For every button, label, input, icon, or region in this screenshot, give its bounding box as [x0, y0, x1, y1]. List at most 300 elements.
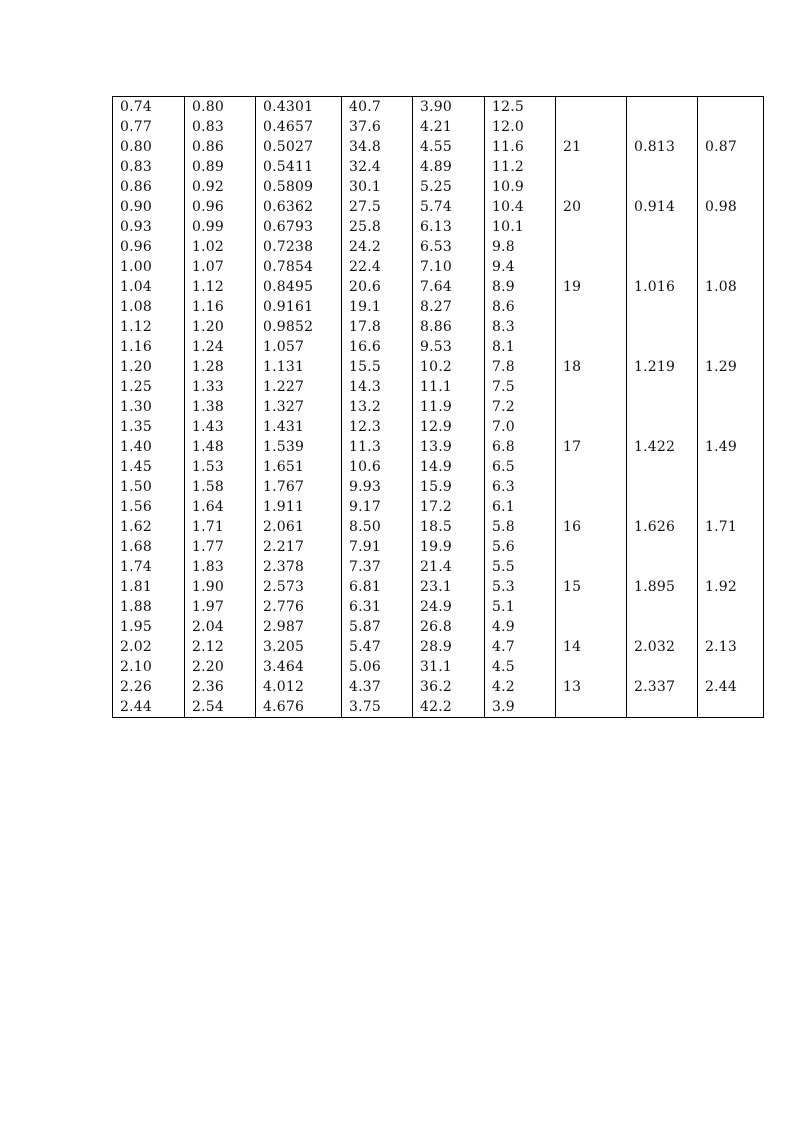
- table-cell-c3: 1.131: [256, 357, 342, 377]
- table-cell-c7: [556, 497, 627, 517]
- table-cell-c3: 2.987: [256, 617, 342, 637]
- table-cell-c3: 0.5027: [256, 137, 342, 157]
- table-cell-c5: 8.27: [413, 297, 485, 317]
- table-cell-c9: 2.44: [698, 677, 764, 697]
- table-cell-c5: 21.4: [413, 557, 485, 577]
- table-cell-c6: 5.3: [485, 577, 556, 597]
- table-cell-c9: 1.71: [698, 517, 764, 537]
- table-cell-c8: 1.422: [627, 437, 698, 457]
- data-table: [112, 96, 764, 718]
- table-cell-c8: [627, 657, 698, 677]
- table-cell-c9: [698, 217, 764, 237]
- table-cell-c8: 2.032: [627, 637, 698, 657]
- table-cell-c1: 0.90: [113, 197, 185, 217]
- table-cell-c3: 1.057: [256, 337, 342, 357]
- table-cell-c5: 7.64: [413, 277, 485, 297]
- table-cell-c9: 0.87: [698, 137, 764, 157]
- table-cell-c2: 1.71: [185, 517, 256, 537]
- table-row: [113, 657, 764, 677]
- table-cell-c7: [556, 177, 627, 197]
- table-cell-c1: 1.95: [113, 617, 185, 637]
- table-cell-c1: 0.86: [113, 177, 185, 197]
- table-cell-c6: 7.2: [485, 397, 556, 417]
- table-cell-c5: 11.9: [413, 397, 485, 417]
- table-cell-c4: 9.17: [342, 497, 413, 517]
- table-cell-c8: [627, 557, 698, 577]
- table-cell-c4: 32.4: [342, 157, 413, 177]
- table-cell-c9: [698, 377, 764, 397]
- table-cell-c3: 0.6793: [256, 217, 342, 237]
- table-cell-c9: [698, 97, 764, 118]
- table-cell-c4: 40.7: [342, 97, 413, 118]
- table-cell-c2: 0.80: [185, 97, 256, 118]
- table-cell-c3: 1.767: [256, 477, 342, 497]
- table-cell-c7: [556, 697, 627, 718]
- table-cell-c9: [698, 297, 764, 317]
- table-cell-c6: 10.9: [485, 177, 556, 197]
- table-cell-c3: 1.327: [256, 397, 342, 417]
- table-cell-c4: 6.31: [342, 597, 413, 617]
- table-cell-c5: 12.9: [413, 417, 485, 437]
- table-cell-c4: 5.47: [342, 637, 413, 657]
- table-cell-c8: [627, 117, 698, 137]
- table-cell-c7: 16: [556, 517, 627, 537]
- table-cell-c4: 34.8: [342, 137, 413, 157]
- table-cell-c8: 0.914: [627, 197, 698, 217]
- table-row: [113, 597, 764, 617]
- table-cell-c3: 0.6362: [256, 197, 342, 217]
- table-cell-c2: 2.20: [185, 657, 256, 677]
- table-cell-c7: 14: [556, 637, 627, 657]
- table-row: [113, 697, 764, 718]
- table-cell-c2: 2.54: [185, 697, 256, 718]
- table-cell-c7: [556, 157, 627, 177]
- table-cell-c8: 1.016: [627, 277, 698, 297]
- table-cell-c8: [627, 457, 698, 477]
- table-cell-c6: 12.0: [485, 117, 556, 137]
- table-cell-c3: 0.7854: [256, 257, 342, 277]
- table-cell-c4: 25.8: [342, 217, 413, 237]
- table-cell-c6: 4.7: [485, 637, 556, 657]
- table-cell-c9: [698, 597, 764, 617]
- table-row: [113, 237, 764, 257]
- table-cell-c7: [556, 317, 627, 337]
- table-cell-c1: 1.35: [113, 417, 185, 437]
- table-cell-c1: 1.68: [113, 537, 185, 557]
- table-cell-c2: 2.36: [185, 677, 256, 697]
- table-cell-c1: 1.50: [113, 477, 185, 497]
- table-cell-c1: 1.08: [113, 297, 185, 317]
- table-cell-c1: 1.74: [113, 557, 185, 577]
- table-cell-c3: 3.205: [256, 637, 342, 657]
- table-cell-c5: 26.8: [413, 617, 485, 637]
- table-row: [113, 317, 764, 337]
- table-cell-c5: 18.5: [413, 517, 485, 537]
- table-cell-c4: 8.50: [342, 517, 413, 537]
- table-cell-c2: 1.16: [185, 297, 256, 317]
- table-row: [113, 137, 764, 157]
- table-cell-c6: 8.6: [485, 297, 556, 317]
- table-cell-c1: 2.10: [113, 657, 185, 677]
- table-cell-c9: [698, 537, 764, 557]
- table-cell-c4: 11.3: [342, 437, 413, 457]
- table-cell-c5: 15.9: [413, 477, 485, 497]
- table-cell-c5: 9.53: [413, 337, 485, 357]
- table-cell-c6: 4.9: [485, 617, 556, 637]
- table-row: [113, 357, 764, 377]
- table-cell-c9: [698, 617, 764, 637]
- table-cell-c2: 1.33: [185, 377, 256, 397]
- table-cell-c3: 0.9161: [256, 297, 342, 317]
- table-cell-c2: 1.97: [185, 597, 256, 617]
- table-cell-c6: 10.4: [485, 197, 556, 217]
- table-row: [113, 117, 764, 137]
- table-cell-c4: 30.1: [342, 177, 413, 197]
- table-cell-c2: 0.86: [185, 137, 256, 157]
- table-row: [113, 277, 764, 297]
- table-cell-c3: 0.9852: [256, 317, 342, 337]
- table-cell-c6: 8.1: [485, 337, 556, 357]
- table-cell-c9: 1.29: [698, 357, 764, 377]
- table-row: [113, 217, 764, 237]
- table-cell-c9: [698, 697, 764, 718]
- table-cell-c4: 20.6: [342, 277, 413, 297]
- table-cell-c8: 2.337: [627, 677, 698, 697]
- table-cell-c4: 5.06: [342, 657, 413, 677]
- table-cell-c6: 7.8: [485, 357, 556, 377]
- table-cell-c8: 1.626: [627, 517, 698, 537]
- table-cell-c4: 3.75: [342, 697, 413, 718]
- table-row: [113, 577, 764, 597]
- table-cell-c8: [627, 157, 698, 177]
- table-row: [113, 537, 764, 557]
- table-cell-c1: 1.12: [113, 317, 185, 337]
- table-cell-c6: 5.5: [485, 557, 556, 577]
- table-cell-c3: 2.061: [256, 517, 342, 537]
- table-cell-c6: 6.8: [485, 437, 556, 457]
- table-cell-c9: 1.49: [698, 437, 764, 457]
- table-cell-c4: 15.5: [342, 357, 413, 377]
- table-cell-c9: [698, 337, 764, 357]
- table-cell-c7: [556, 477, 627, 497]
- table-cell-c9: [698, 657, 764, 677]
- table-cell-c2: 1.24: [185, 337, 256, 357]
- table-cell-c3: 0.4301: [256, 97, 342, 118]
- table-body: [113, 97, 764, 718]
- table-cell-c2: 0.83: [185, 117, 256, 137]
- table-row: [113, 557, 764, 577]
- table-cell-c3: 4.012: [256, 677, 342, 697]
- table-cell-c4: 6.81: [342, 577, 413, 597]
- table-cell-c7: 21: [556, 137, 627, 157]
- table-cell-c2: 2.12: [185, 637, 256, 657]
- table-cell-c8: 1.895: [627, 577, 698, 597]
- table-cell-c4: 27.5: [342, 197, 413, 217]
- table-cell-c4: 4.37: [342, 677, 413, 697]
- table-cell-c3: 0.8495: [256, 277, 342, 297]
- table-cell-c5: 11.1: [413, 377, 485, 397]
- table-cell-c9: [698, 237, 764, 257]
- table-cell-c7: 20: [556, 197, 627, 217]
- table-cell-c3: 2.378: [256, 557, 342, 577]
- table-cell-c2: 1.28: [185, 357, 256, 377]
- table-cell-c8: [627, 317, 698, 337]
- table-cell-c2: 1.48: [185, 437, 256, 457]
- table-cell-c6: 8.9: [485, 277, 556, 297]
- table-cell-c5: 42.2: [413, 697, 485, 718]
- table-cell-c7: [556, 237, 627, 257]
- table-cell-c8: [627, 337, 698, 357]
- table-cell-c1: 1.30: [113, 397, 185, 417]
- table-row: [113, 417, 764, 437]
- table-cell-c7: [556, 397, 627, 417]
- table-cell-c5: 24.9: [413, 597, 485, 617]
- table-cell-c3: 0.5411: [256, 157, 342, 177]
- table-cell-c6: 7.5: [485, 377, 556, 397]
- table-cell-c2: 1.43: [185, 417, 256, 437]
- table-cell-c6: 6.5: [485, 457, 556, 477]
- table-cell-c6: 4.2: [485, 677, 556, 697]
- table-cell-c3: 2.573: [256, 577, 342, 597]
- table-row: [113, 397, 764, 417]
- table-cell-c4: 24.2: [342, 237, 413, 257]
- table-cell-c6: 11.6: [485, 137, 556, 157]
- table-cell-c7: [556, 117, 627, 137]
- table-cell-c6: 3.9: [485, 697, 556, 718]
- table-cell-c6: 10.1: [485, 217, 556, 237]
- table-cell-c9: [698, 557, 764, 577]
- table-cell-c7: [556, 537, 627, 557]
- table-cell-c4: 7.91: [342, 537, 413, 557]
- table-cell-c9: 0.98: [698, 197, 764, 217]
- table-cell-c4: 22.4: [342, 257, 413, 277]
- table-cell-c5: 23.1: [413, 577, 485, 597]
- table-cell-c1: 0.74: [113, 97, 185, 118]
- table-cell-c9: [698, 177, 764, 197]
- table-cell-c1: 2.02: [113, 637, 185, 657]
- table-cell-c2: 1.12: [185, 277, 256, 297]
- table-cell-c8: 0.813: [627, 137, 698, 157]
- table-cell-c3: 4.676: [256, 697, 342, 718]
- table-cell-c3: 0.4657: [256, 117, 342, 137]
- table-cell-c5: 4.89: [413, 157, 485, 177]
- table-cell-c8: [627, 257, 698, 277]
- table-cell-c7: [556, 417, 627, 437]
- table-cell-c3: 2.776: [256, 597, 342, 617]
- table-cell-c2: 1.02: [185, 237, 256, 257]
- table-cell-c4: 13.2: [342, 397, 413, 417]
- table-cell-c1: 1.56: [113, 497, 185, 517]
- table-cell-c5: 6.53: [413, 237, 485, 257]
- table-cell-c5: 19.9: [413, 537, 485, 557]
- table-row: [113, 497, 764, 517]
- table-cell-c1: 0.77: [113, 117, 185, 137]
- table-cell-c1: 0.83: [113, 157, 185, 177]
- table-cell-c6: 6.1: [485, 497, 556, 517]
- table-cell-c6: 9.8: [485, 237, 556, 257]
- table-cell-c4: 12.3: [342, 417, 413, 437]
- table-cell-c3: 2.217: [256, 537, 342, 557]
- table-cell-c9: [698, 477, 764, 497]
- table-cell-c8: [627, 477, 698, 497]
- table-cell-c1: 1.45: [113, 457, 185, 477]
- table-cell-c1: 0.93: [113, 217, 185, 237]
- table-cell-c6: 5.6: [485, 537, 556, 557]
- table-cell-c8: [627, 397, 698, 417]
- table-cell-c5: 17.2: [413, 497, 485, 517]
- table-row: [113, 97, 764, 118]
- table-cell-c1: 0.96: [113, 237, 185, 257]
- table-row: [113, 377, 764, 397]
- table-cell-c3: 0.5809: [256, 177, 342, 197]
- table-cell-c5: 4.55: [413, 137, 485, 157]
- table-cell-c7: [556, 217, 627, 237]
- table-row: [113, 257, 764, 277]
- table-cell-c9: 2.13: [698, 637, 764, 657]
- table-cell-c7: 13: [556, 677, 627, 697]
- table-cell-c5: 5.25: [413, 177, 485, 197]
- table-cell-c8: [627, 97, 698, 118]
- table-cell-c4: 16.6: [342, 337, 413, 357]
- table-cell-c7: [556, 257, 627, 277]
- table-cell-c6: 12.5: [485, 97, 556, 118]
- table-cell-c9: [698, 497, 764, 517]
- table-cell-c6: 5.8: [485, 517, 556, 537]
- table-cell-c1: 2.44: [113, 697, 185, 718]
- table-cell-c1: 1.00: [113, 257, 185, 277]
- table-cell-c3: 1.539: [256, 437, 342, 457]
- table-cell-c2: 1.58: [185, 477, 256, 497]
- table-cell-c1: 1.40: [113, 437, 185, 457]
- table-cell-c6: 11.2: [485, 157, 556, 177]
- table-cell-c5: 36.2: [413, 677, 485, 697]
- table-cell-c1: 0.80: [113, 137, 185, 157]
- table-cell-c9: [698, 117, 764, 137]
- table-cell-c8: [627, 377, 698, 397]
- table-row: [113, 457, 764, 477]
- table-cell-c8: [627, 497, 698, 517]
- table-cell-c8: [627, 237, 698, 257]
- table-cell-c7: [556, 557, 627, 577]
- table-row: [113, 197, 764, 217]
- table-cell-c7: [556, 97, 627, 118]
- table-cell-c9: [698, 317, 764, 337]
- table-cell-c6: 7.0: [485, 417, 556, 437]
- table-cell-c8: [627, 597, 698, 617]
- table-row: [113, 337, 764, 357]
- table-cell-c3: 1.651: [256, 457, 342, 477]
- table-cell-c8: [627, 537, 698, 557]
- table-cell-c9: [698, 397, 764, 417]
- table-cell-c2: 1.07: [185, 257, 256, 277]
- table-cell-c1: 1.16: [113, 337, 185, 357]
- table-cell-c4: 37.6: [342, 117, 413, 137]
- table-cell-c1: 1.88: [113, 597, 185, 617]
- table-cell-c5: 5.74: [413, 197, 485, 217]
- table-cell-c7: [556, 597, 627, 617]
- table-cell-c7: [556, 657, 627, 677]
- table-cell-c1: 1.25: [113, 377, 185, 397]
- table-cell-c7: [556, 617, 627, 637]
- table-cell-c6: 8.3: [485, 317, 556, 337]
- table-cell-c7: 18: [556, 357, 627, 377]
- table-cell-c4: 10.6: [342, 457, 413, 477]
- table-cell-c9: [698, 457, 764, 477]
- table-cell-c4: 9.93: [342, 477, 413, 497]
- table-row: [113, 517, 764, 537]
- table-cell-c8: 1.219: [627, 357, 698, 377]
- table-cell-c1: 1.20: [113, 357, 185, 377]
- table-cell-c5: 14.9: [413, 457, 485, 477]
- table-row: [113, 477, 764, 497]
- table-cell-c5: 7.10: [413, 257, 485, 277]
- table-cell-c2: 0.99: [185, 217, 256, 237]
- table-cell-c2: 1.20: [185, 317, 256, 337]
- table-cell-c9: [698, 417, 764, 437]
- table-cell-c7: 15: [556, 577, 627, 597]
- table-cell-c9: [698, 157, 764, 177]
- table-cell-c3: 0.7238: [256, 237, 342, 257]
- table-cell-c5: 28.9: [413, 637, 485, 657]
- table-cell-c2: 0.96: [185, 197, 256, 217]
- table-cell-c2: 1.53: [185, 457, 256, 477]
- table-cell-c1: 2.26: [113, 677, 185, 697]
- table-cell-c3: 3.464: [256, 657, 342, 677]
- table-cell-c4: 7.37: [342, 557, 413, 577]
- table-cell-c2: 2.04: [185, 617, 256, 637]
- table-cell-c6: 5.1: [485, 597, 556, 617]
- table-cell-c7: 19: [556, 277, 627, 297]
- table-cell-c7: [556, 377, 627, 397]
- table-cell-c5: 4.21: [413, 117, 485, 137]
- table-cell-c4: 14.3: [342, 377, 413, 397]
- table-cell-c4: 5.87: [342, 617, 413, 637]
- table-row: [113, 637, 764, 657]
- table-cell-c3: 1.431: [256, 417, 342, 437]
- table-cell-c1: 1.04: [113, 277, 185, 297]
- table-cell-c4: 17.8: [342, 317, 413, 337]
- table-cell-c2: 1.38: [185, 397, 256, 417]
- table-cell-c4: 19.1: [342, 297, 413, 317]
- table-cell-c7: [556, 337, 627, 357]
- table-cell-c1: 1.81: [113, 577, 185, 597]
- table-cell-c8: [627, 697, 698, 718]
- table-row: [113, 177, 764, 197]
- table-cell-c7: [556, 297, 627, 317]
- table-cell-c9: 1.08: [698, 277, 764, 297]
- table-cell-c8: [627, 177, 698, 197]
- table-row: [113, 437, 764, 457]
- table-cell-c6: 9.4: [485, 257, 556, 277]
- table-cell-c6: 6.3: [485, 477, 556, 497]
- table-row: [113, 617, 764, 637]
- table-cell-c8: [627, 617, 698, 637]
- table-cell-c3: 1.911: [256, 497, 342, 517]
- table-cell-c7: [556, 457, 627, 477]
- table-cell-c2: 1.83: [185, 557, 256, 577]
- table-cell-c6: 4.5: [485, 657, 556, 677]
- table-cell-c3: 1.227: [256, 377, 342, 397]
- table-cell-c9: [698, 257, 764, 277]
- table-cell-c5: 13.9: [413, 437, 485, 457]
- table-cell-c8: [627, 217, 698, 237]
- table-cell-c5: 3.90: [413, 97, 485, 118]
- table-cell-c8: [627, 417, 698, 437]
- table-cell-c2: 1.64: [185, 497, 256, 517]
- table-cell-c2: 1.90: [185, 577, 256, 597]
- table-row: [113, 297, 764, 317]
- table-cell-c5: 8.86: [413, 317, 485, 337]
